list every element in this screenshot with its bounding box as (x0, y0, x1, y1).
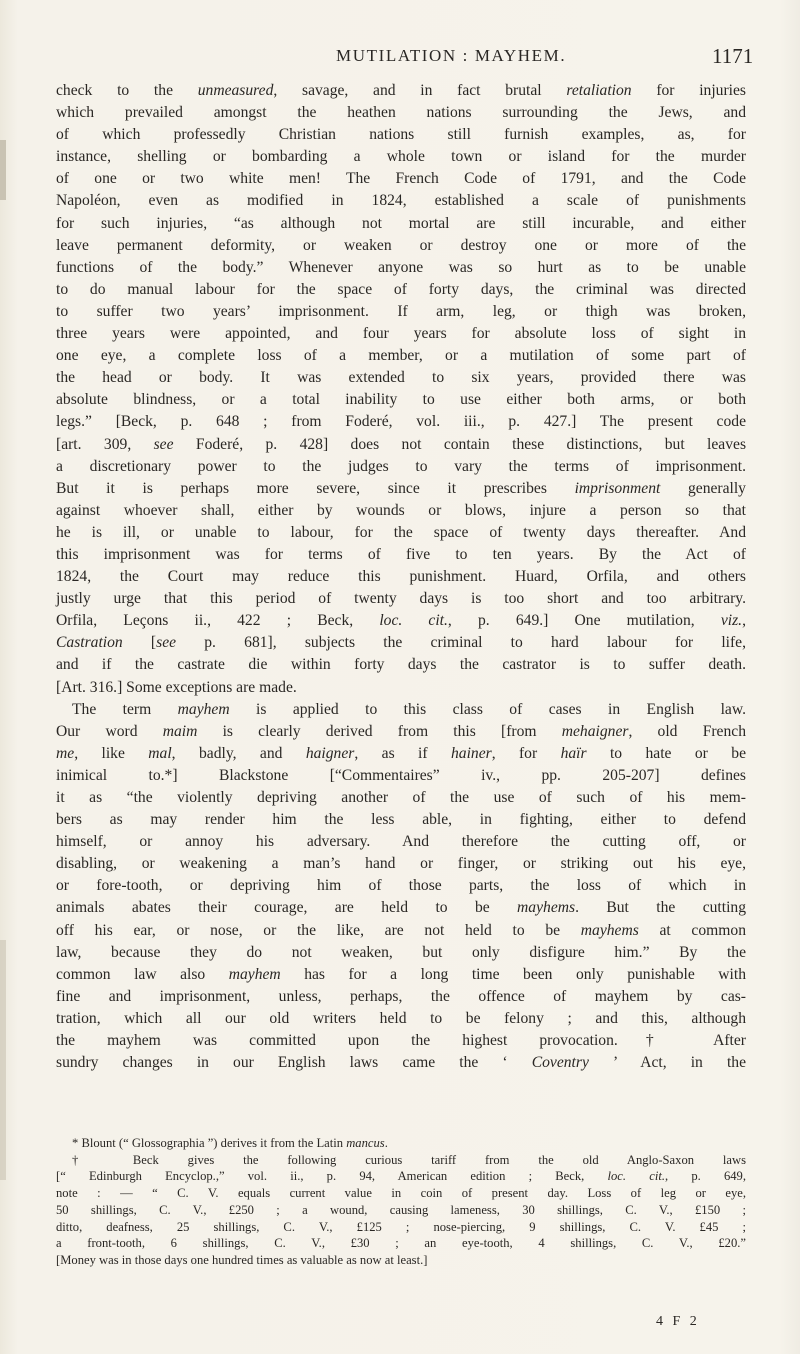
page-edge-shadow (0, 940, 6, 1180)
text-line: law, because they do not weaken, but only disfigure him.” By the (56, 943, 746, 961)
text-line: leave permanent deformity, or weaken or destroy one or more of the (56, 236, 746, 254)
text-line: Castration [see p. 681], subjects the criminal to hard labour for life, (56, 634, 747, 652)
text-line: But it is perhaps more severe, since it prescribes imprisonment generally (56, 479, 746, 497)
text-line: Orfila, Leçons ii., 422 ; Beck, loc. cit., p. 649.] One mutilation, viz., (56, 612, 746, 630)
footnote-line: [“ Edinburgh Encyclop.,” vol. ii., p. 94, American edition ; Beck, loc. cit., p. 649, (56, 1169, 746, 1184)
text-line: check to the unmeasured, savage, and in fact brutal retaliation for injuries (56, 82, 746, 99)
footnote-line: 50 shillings, C. V., £250 ; a wound, causing lameness, 30 shillings, C. V., £150 ; (56, 1202, 746, 1217)
text-line: [art. 309, see Foderé, p. 428] does not contain these distinctions, but leaves (56, 435, 747, 453)
page-number: 1171 (712, 44, 754, 68)
text-line: Our word maim is clearly derived from this [from mehaigner, old French (56, 722, 746, 740)
footnote-line: * Blount (“ Glossographia ”) derives it from the Latin mancus. (72, 1136, 388, 1150)
text-line: justly urge that this period of twenty days is too short and too arbitrary. (56, 590, 746, 608)
text-line: the mayhem was committed upon the highest provocation.† After (56, 1032, 746, 1050)
running-head: MUTILATION : MAYHEM. (336, 46, 567, 65)
text-line: disabling, or weakening a man’s hand or finger, or striking out his eye, (56, 855, 746, 873)
text-line: he is ill, or unable to labour, for the space of twenty days thereafter. And (56, 523, 746, 541)
text-line: legs.” [Beck, p. 648 ; from Foderé, vol. iii., p. 427.] The present code (56, 413, 746, 431)
text-line: the head or body. It was extended to six years, provided there was (56, 369, 746, 387)
text-line: to do manual labour for the space of forty days, the criminal was directed (56, 280, 746, 298)
text-line: and if the castrate die within forty days the castrator is to suffer death. (56, 656, 746, 674)
text-line: for such injuries, “as although not mortal are still incurable, and either (56, 214, 746, 232)
footnote-line: ditto, deafness, 25 shillings, C. V., £125 ; nose-piercing, 9 shillings, C. V. £45 ; (56, 1219, 746, 1234)
text-line: animals abates their courage, are held to be mayhems. But the cutting (56, 899, 747, 917)
text-line: functions of the body.” Whenever anyone was so hurt as to be unable (56, 258, 746, 276)
text-line: fine and imprisonment, unless, perhaps, the offence of mayhem by cas- (56, 987, 746, 1005)
page-edge-shadow (0, 140, 6, 200)
text-line: of one or two white men! The French Code of 1791, and the Code (56, 170, 746, 188)
text-line: of which professedly Christian nations still furnish examples, as, for (56, 126, 746, 144)
footnote-line: note : — “ C. V. equals current value in coin of present day. Loss of leg or eye, (56, 1186, 746, 1201)
text-line: [Art. 316.] Some exceptions are made. (56, 678, 297, 696)
footnote-line: † Beck gives the following curious tariff from the old Anglo-Saxon laws (72, 1152, 746, 1167)
footnote-line: [Money was in those days one hundred times as valuable as now at least.] (56, 1252, 428, 1267)
text-line: it as “the violently depriving another of the use of such of his mem- (56, 789, 746, 806)
text-line: Napoléon, even as modified in 1824, established a scale of punishments (56, 192, 746, 210)
text-line: The term mayhem is applied to this class of cases in English law. (72, 700, 746, 718)
text-line: tration, which all our old writers held to be felony ; and this, although (56, 1009, 746, 1027)
text-line: common law also mayhem has for a long time been only punishable with (56, 965, 746, 983)
text-line: bers as may render him the less able, in fighting, either to defend (56, 811, 746, 829)
text-line: to suffer two years’ imprisonment. If arm, leg, or thigh was broken, (56, 302, 746, 320)
text-line: absolute blindness, or a total inability to use either both arms, or both (56, 391, 746, 409)
text-line: which prevailed amongst the heathen nations surrounding the Jews, and (56, 104, 746, 122)
body-text (56, 80, 746, 1074)
footnote-line: a front-tooth, 6 shillings, C. V., £30 ; an eye-tooth, 4 shillings, C. V., £20.” (56, 1236, 746, 1251)
page-header (0, 46, 800, 76)
text-line: off his ear, or nose, or the like, are not held to be mayhems at common (56, 921, 746, 939)
text-line: three years were appointed, and four years for absolute loss of sight in (56, 325, 746, 343)
text-line: 1824, the Court may reduce this punishment. Huard, Orfila, and others (56, 568, 746, 586)
text-line: himself, or annoy his adversary. And therefore the cutting off, or (56, 833, 746, 851)
text-line: this imprisonment was for terms of five to ten years. By the Act of (56, 545, 746, 563)
signature-mark: 4 F 2 (656, 1314, 700, 1329)
text-line: or fore-tooth, or depriving him of those parts, the loss of which in (56, 877, 746, 895)
text-line: sundry changes in our English laws came the ‘ Coventry ’ Act, in the (56, 1054, 746, 1072)
text-line: against whoever shall, either by wounds or blows, injure a person so that (56, 501, 746, 519)
text-line: a discretionary power to the judges to vary the terms of imprisonment. (56, 457, 746, 475)
text-line: one eye, a complete loss of a member, or a mutilation of some part of (56, 347, 746, 365)
footnotes (56, 1135, 746, 1269)
text-line: me, like mal, badly, and haigner, as if hainer, for haïr to hate or be (56, 744, 746, 762)
text-line: instance, shelling or bombarding a whole town or island for the murder (56, 148, 746, 166)
text-line: inimical to.*] Blackstone [“Commentaires” iv., pp. 205-207] defines (56, 766, 746, 784)
